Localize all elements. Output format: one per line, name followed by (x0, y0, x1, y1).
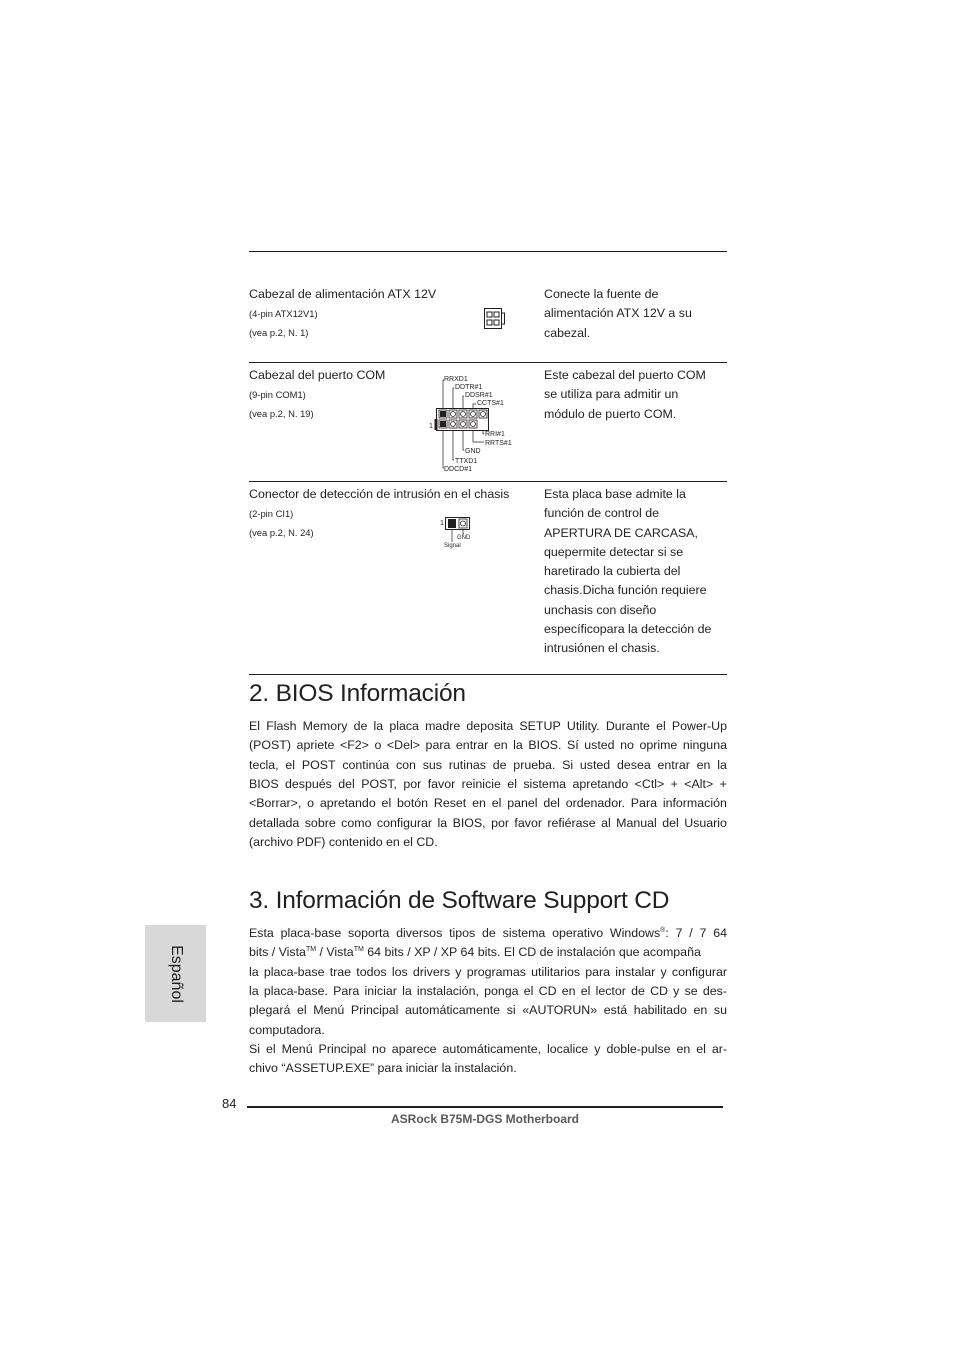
row-divider (249, 674, 727, 675)
pin-label: 1 (429, 423, 433, 430)
top-rule (249, 251, 727, 252)
software-cd-paragraph: Esta placa-base soporta diversos tipos de sistema operativo Windows®: 7 / 7 64 bits / Vista™ / Vista™ 64 bits / XP / XP 64 bits. El CD de instalación que acompaña la placa-base trae todos los drivers y programas utilitarios para instalar y configurar la placa-base. Para iniciar la instalación, ponga el CD en el lector de CD y se des- plegará el Menú Principal automáticamente si «AUTORUN» está habilitado en su computadora. Si el Menú Principal no aparece automáticamente, localice y doble-pulse en el ar- chivo “ASSETUP.EXE” para iniciar la instalación. (249, 926, 727, 1076)
connector-ref: (vea p.2, N. 1) (249, 327, 309, 338)
connector-spec: (9-pin COM1) (249, 389, 306, 400)
chassis-intrusion-pin-diagram (438, 514, 478, 550)
row-divider (249, 362, 727, 363)
language-side-tab: Español (145, 925, 206, 1022)
section-heading-software-cd: 3. Información de Software Support CD (249, 887, 670, 914)
connector-com (249, 366, 439, 423)
footer-rule (247, 1106, 723, 1108)
connector-spec: (2-pin CI1) (249, 508, 294, 519)
pin-label: RRTS#1 (485, 440, 512, 447)
connector-ref: (vea p.2, N. 24) (249, 527, 314, 538)
bios-paragraph: El Flash Memory de la placa madre deposita SETUP Utility. Durante el Power-Up (POST) apriete <F2> o <Del> para entrar en la BIOS. Sí usted no oprime ninguna tecla, el POST continúa con sus rutinas de prueba. Si usted desea entrar en la BIOS después del POST, por favor reinicie el sistema apretando <Ctl> + <Alt> + <Borrar>, o apretando el botón Reset en el panel del ordenador. Para información detallada sobre como configurar la BIOS, por favor refiérase al Manual del Usuario (archivo PDF) contenido en el CD. (249, 719, 727, 850)
footer-model: ASRock B75M-DGS Motherboard (390, 1112, 580, 1126)
pin-label: TTXD1 (455, 458, 478, 465)
connector-description: Este cabezal del puerto COM se utiliza para admitir un módulo de puerto COM. (544, 368, 706, 421)
pin-label: DDSR#1 (465, 392, 493, 399)
connector-name: Cabezal de alimentación ATX 12V (249, 287, 437, 301)
pin-label: GND (465, 448, 481, 455)
row-divider (249, 481, 727, 482)
connector-name: Cabezal del puerto COM (249, 368, 386, 382)
com-pin-diagram (428, 370, 514, 478)
connector-description: Esta placa base admite la función de control de APERTURA DE CARCASA, quepermite detectar si se haretirado la cubierta del chasis.Dicha función requiere unchasis con diseño específicopara la detección de intrusiónen el chasis. (544, 487, 712, 656)
connector-spec: (4-pin ATX12V1) (249, 308, 318, 319)
connector-chassis-intrusion (249, 485, 539, 542)
pin-label: RRI#1 (485, 431, 505, 438)
connector-name: Conector de detección de intrusión en el chasis (249, 487, 510, 501)
pin-label: GND (457, 535, 471, 541)
pin-label: CCTS#1 (477, 400, 504, 407)
connector-description: Conecte la fuente de alimentación ATX 12V a su cabezal. (544, 287, 692, 340)
pin-label: DDTR#1 (455, 384, 483, 391)
section-heading-bios: 2. BIOS Información (249, 680, 466, 707)
atx12v-connector-icon (483, 305, 507, 331)
connector-ref: (vea p.2, N. 19) (249, 408, 314, 419)
page-number: 84 (222, 1096, 237, 1111)
pin-label: Signal (444, 543, 461, 549)
pin-label: DDCD#1 (444, 466, 473, 473)
pin-label: RRXD1 (444, 376, 468, 383)
pin-label: 1 (440, 520, 444, 527)
